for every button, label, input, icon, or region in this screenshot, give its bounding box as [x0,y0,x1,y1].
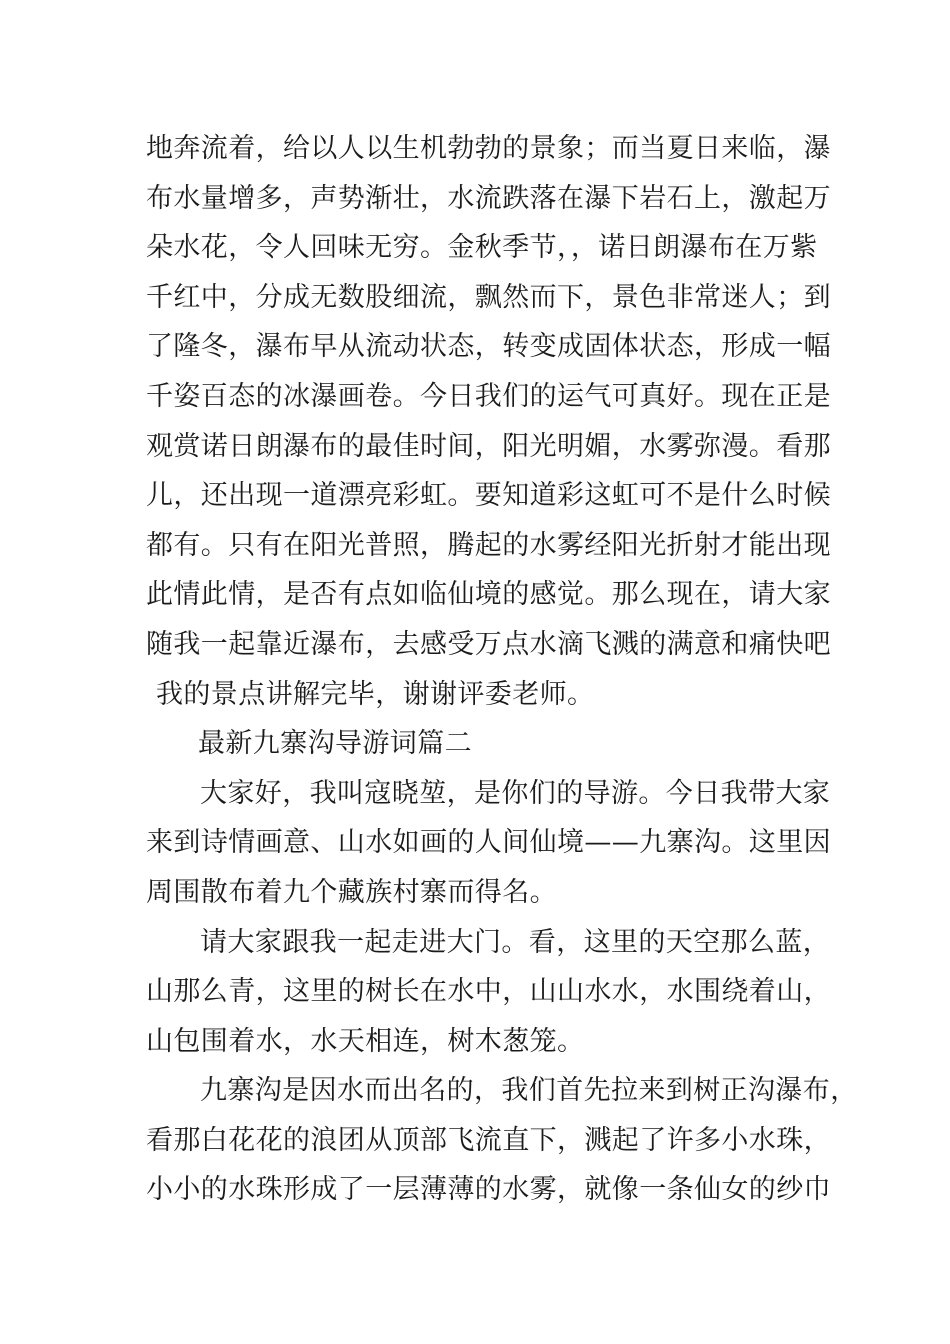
text-line: 大家好，我叫寇晓堃，是你们的导游。今日我带大家 [200,777,831,809]
text-line: 请大家跟我一起走进大门。看，这里的天空那么蓝， [200,926,831,958]
text-line: 儿，还出现一道漂亮彩虹。要知道彩这虹可不是什么时候 [146,480,831,512]
document-body [146,124,858,1215]
section-heading: 最新九寨沟导游词篇二 [198,728,472,760]
text-line: 千姿百态的冰瀑画卷。今日我们的运气可真好。现在正是 [146,380,831,412]
text-line: 朵水花，令人回味无穷。金秋季节，，诺日朗瀑布在万紫 [146,232,818,264]
text-line: 山包围着水，水天相连，树木葱笼。 [146,1025,585,1057]
text-line: 布水量增多，声势渐壮，水流跌落在瀑下岩石上，激起万 [146,182,831,214]
text-line: 看那白花花的浪团从顶部飞流直下，溅起了许多小水珠， [146,1124,831,1156]
text-line: 九寨沟是因水而出名的，我们首先拉来到树正沟瀑布， [200,1075,858,1107]
text-line: 我的景点讲解完毕，谢谢评委老师。 [156,678,595,710]
text-line: 了隆冬，瀑布早从流动状态，转变成固体状态，形成一幅 [146,331,831,363]
text-line: 小小的水珠形成了一层薄薄的水雾，就像一条仙女的纱巾 [146,1174,831,1206]
text-line: 观赏诺日朗瀑布的最佳时间，阳光明媚，水雾弥漫。看那 [146,430,831,462]
text-line: 周围散布着九个藏族村寨而得名。 [146,876,557,908]
text-line: 随我一起靠近瀑布，去感受万点水滴飞溅的满意和痛快吧 [146,628,831,660]
text-line: 来到诗情画意、山水如画的人间仙境——九寨沟。这里因 [146,827,831,859]
text-line: 千红中，分成无数股细流，飘然而下，景色非常迷人；到 [146,281,831,313]
text-line: 地奔流着，给以人以生机勃勃的景象；而当夏日来临，瀑 [146,133,831,164]
text-line: 都有。只有在阳光普照，腾起的水雾经阳光折射才能出现 [146,529,831,561]
text-line: 山那么青，这里的树长在水中，山山水水，水围绕着山， [146,976,831,1008]
text-line: 此情此情，是否有点如临仙境的感觉。那么现在，请大家 [146,579,831,611]
